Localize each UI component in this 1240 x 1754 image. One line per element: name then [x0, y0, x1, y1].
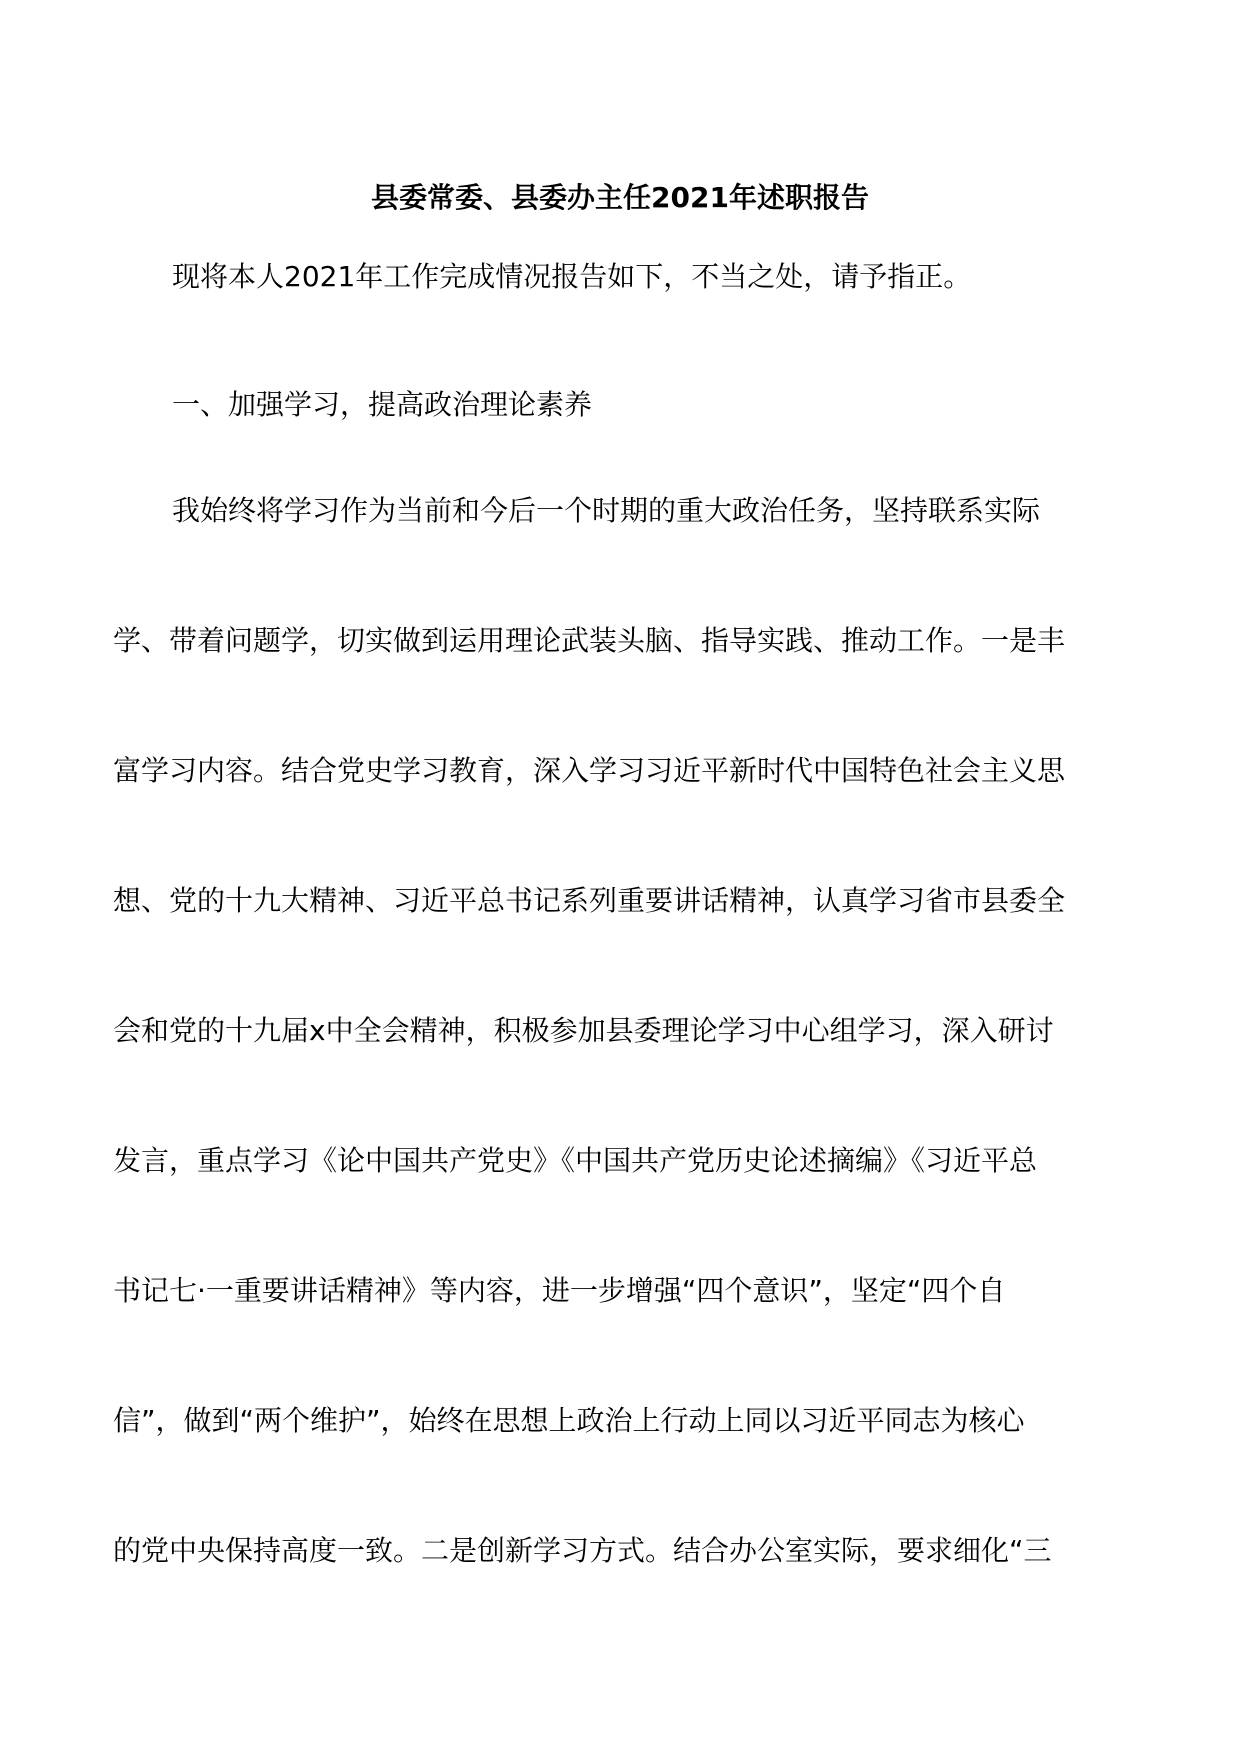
body-line-7: 书记七·一重要讲话精神》等内容，进一步增强“四个意识”，坚定“四个自 — [113, 1274, 1006, 1307]
body-line-3: 富学习内容。结合党史学习教育，深入学习习近平新时代中国特色社会主义思 — [113, 754, 1066, 787]
body-line-2: 学、带着问题学，切实做到运用理论武装头脑、指导实践、推动工作。一是丰 — [113, 624, 1066, 657]
intro-paragraph: 现将本人2021年工作完成情况报告如下，不当之处，请予指正。 — [172, 260, 972, 293]
body-line-1: 我始终将学习作为当前和今后一个时期的重大政治任务，坚持联系实际 — [172, 494, 1041, 527]
body-line-8: 信”，做到“两个维护”，始终在思想上政治上行动上同以习近平同志为核心 — [113, 1404, 1025, 1437]
body-line-6: 发言，重点学习《论中国共产党史》《中国共产党历史论述摘编》《习近平总 — [113, 1144, 1038, 1177]
body-line-5: 会和党的十九届x中全会精神，积极参加县委理论学习中心组学习，深入研讨 — [113, 1014, 1054, 1047]
body-line-9: 的党中央保持高度一致。二是创新学习方式。结合办公室实际，要求细化“三 — [113, 1534, 1052, 1567]
section-heading: 一、加强学习，提高政治理论素养 — [172, 388, 593, 421]
document-title: 县委常委、县委办主任2021年述职报告 — [371, 181, 869, 214]
body-line-4: 想、党的十九大精神、习近平总书记系列重要讲话精神，认真学习省市县委全 — [113, 884, 1066, 917]
